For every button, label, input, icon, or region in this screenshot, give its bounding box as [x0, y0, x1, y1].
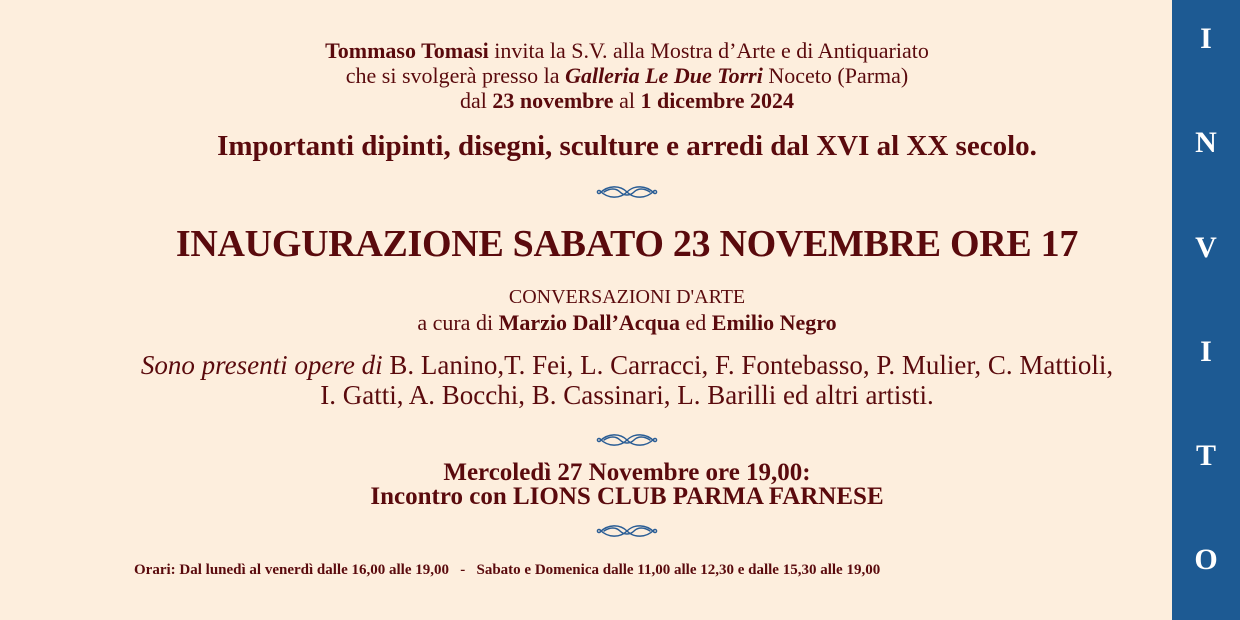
artists-list-1: B. Lanino,T. Fei, L. Carracci, F. Fontebasso, P. Mulier, C. Mattioli, [382, 350, 1114, 380]
event-date: Mercoledì 27 Novembre ore 19,00: [443, 459, 811, 486]
exhibition-subtitle: Importanti dipinti, disegni, sculture e arredi dal XVI al XX secolo. [217, 130, 1037, 162]
end-date: 1 dicembre 2024 [640, 88, 795, 113]
flourish-ornament-icon [596, 182, 658, 202]
flourish-ornament-icon [596, 430, 658, 450]
invito-sidebar [1172, 0, 1240, 620]
start-date: 23 novembre [492, 88, 614, 113]
section-title: CONVERSAZIONI D'ARTE [508, 286, 746, 308]
sidebar-letter: I [1200, 335, 1212, 368]
host-name: Tommaso Tomasi [325, 38, 489, 63]
invitation-line-2 [0, 63, 1240, 88]
venue-prefix: che si svolgerà presso la [345, 63, 566, 88]
artists-line-1 [0, 350, 1240, 380]
artists-intro: Sono presenti opere di [140, 350, 383, 380]
curator-2: Emilio Negro [711, 310, 837, 335]
artists-line-2: I. Gatti, A. Bocchi, B. Cassinari, L. Barilli ed altri artisti. [320, 380, 934, 410]
venue-name: Galleria Le Due Torri [565, 63, 763, 88]
invitation-line-1 [0, 38, 1240, 63]
invitation-text: invita la S.V. alla Mostra d’Arte e di Antiquariato [488, 38, 929, 63]
dates-from-word: dal [459, 88, 493, 113]
flourish-ornament-icon [596, 521, 658, 541]
curators-joiner: ed [680, 310, 712, 335]
sidebar-letter: N [1195, 126, 1217, 159]
sidebar-letter: V [1195, 231, 1217, 264]
sidebar-letter: T [1195, 439, 1216, 472]
sidebar-letter: O [1194, 543, 1218, 576]
opening-hours: Orari: Dal lunedì al venerdì dalle 16,00 alle 19,00 - Sabato e Domenica dalle 11,00 alle 12,30 e dalle 15,30 alle 19,00 [134, 562, 881, 578]
curators-line [0, 310, 1240, 336]
dates-to-word: al [613, 88, 641, 113]
venue-location: Noceto (Parma) [762, 63, 909, 88]
event-title: Incontro con LIONS CLUB PARMA FARNESE [370, 483, 884, 510]
opening-headline: INAUGURAZIONE SABATO 23 NOVEMBRE ORE 17 [175, 223, 1079, 265]
invitation-dates [0, 88, 1240, 113]
curators-prefix: a cura di [417, 310, 499, 335]
curator-1: Marzio Dall’Acqua [498, 310, 681, 335]
sidebar-letter: I [1200, 22, 1212, 55]
